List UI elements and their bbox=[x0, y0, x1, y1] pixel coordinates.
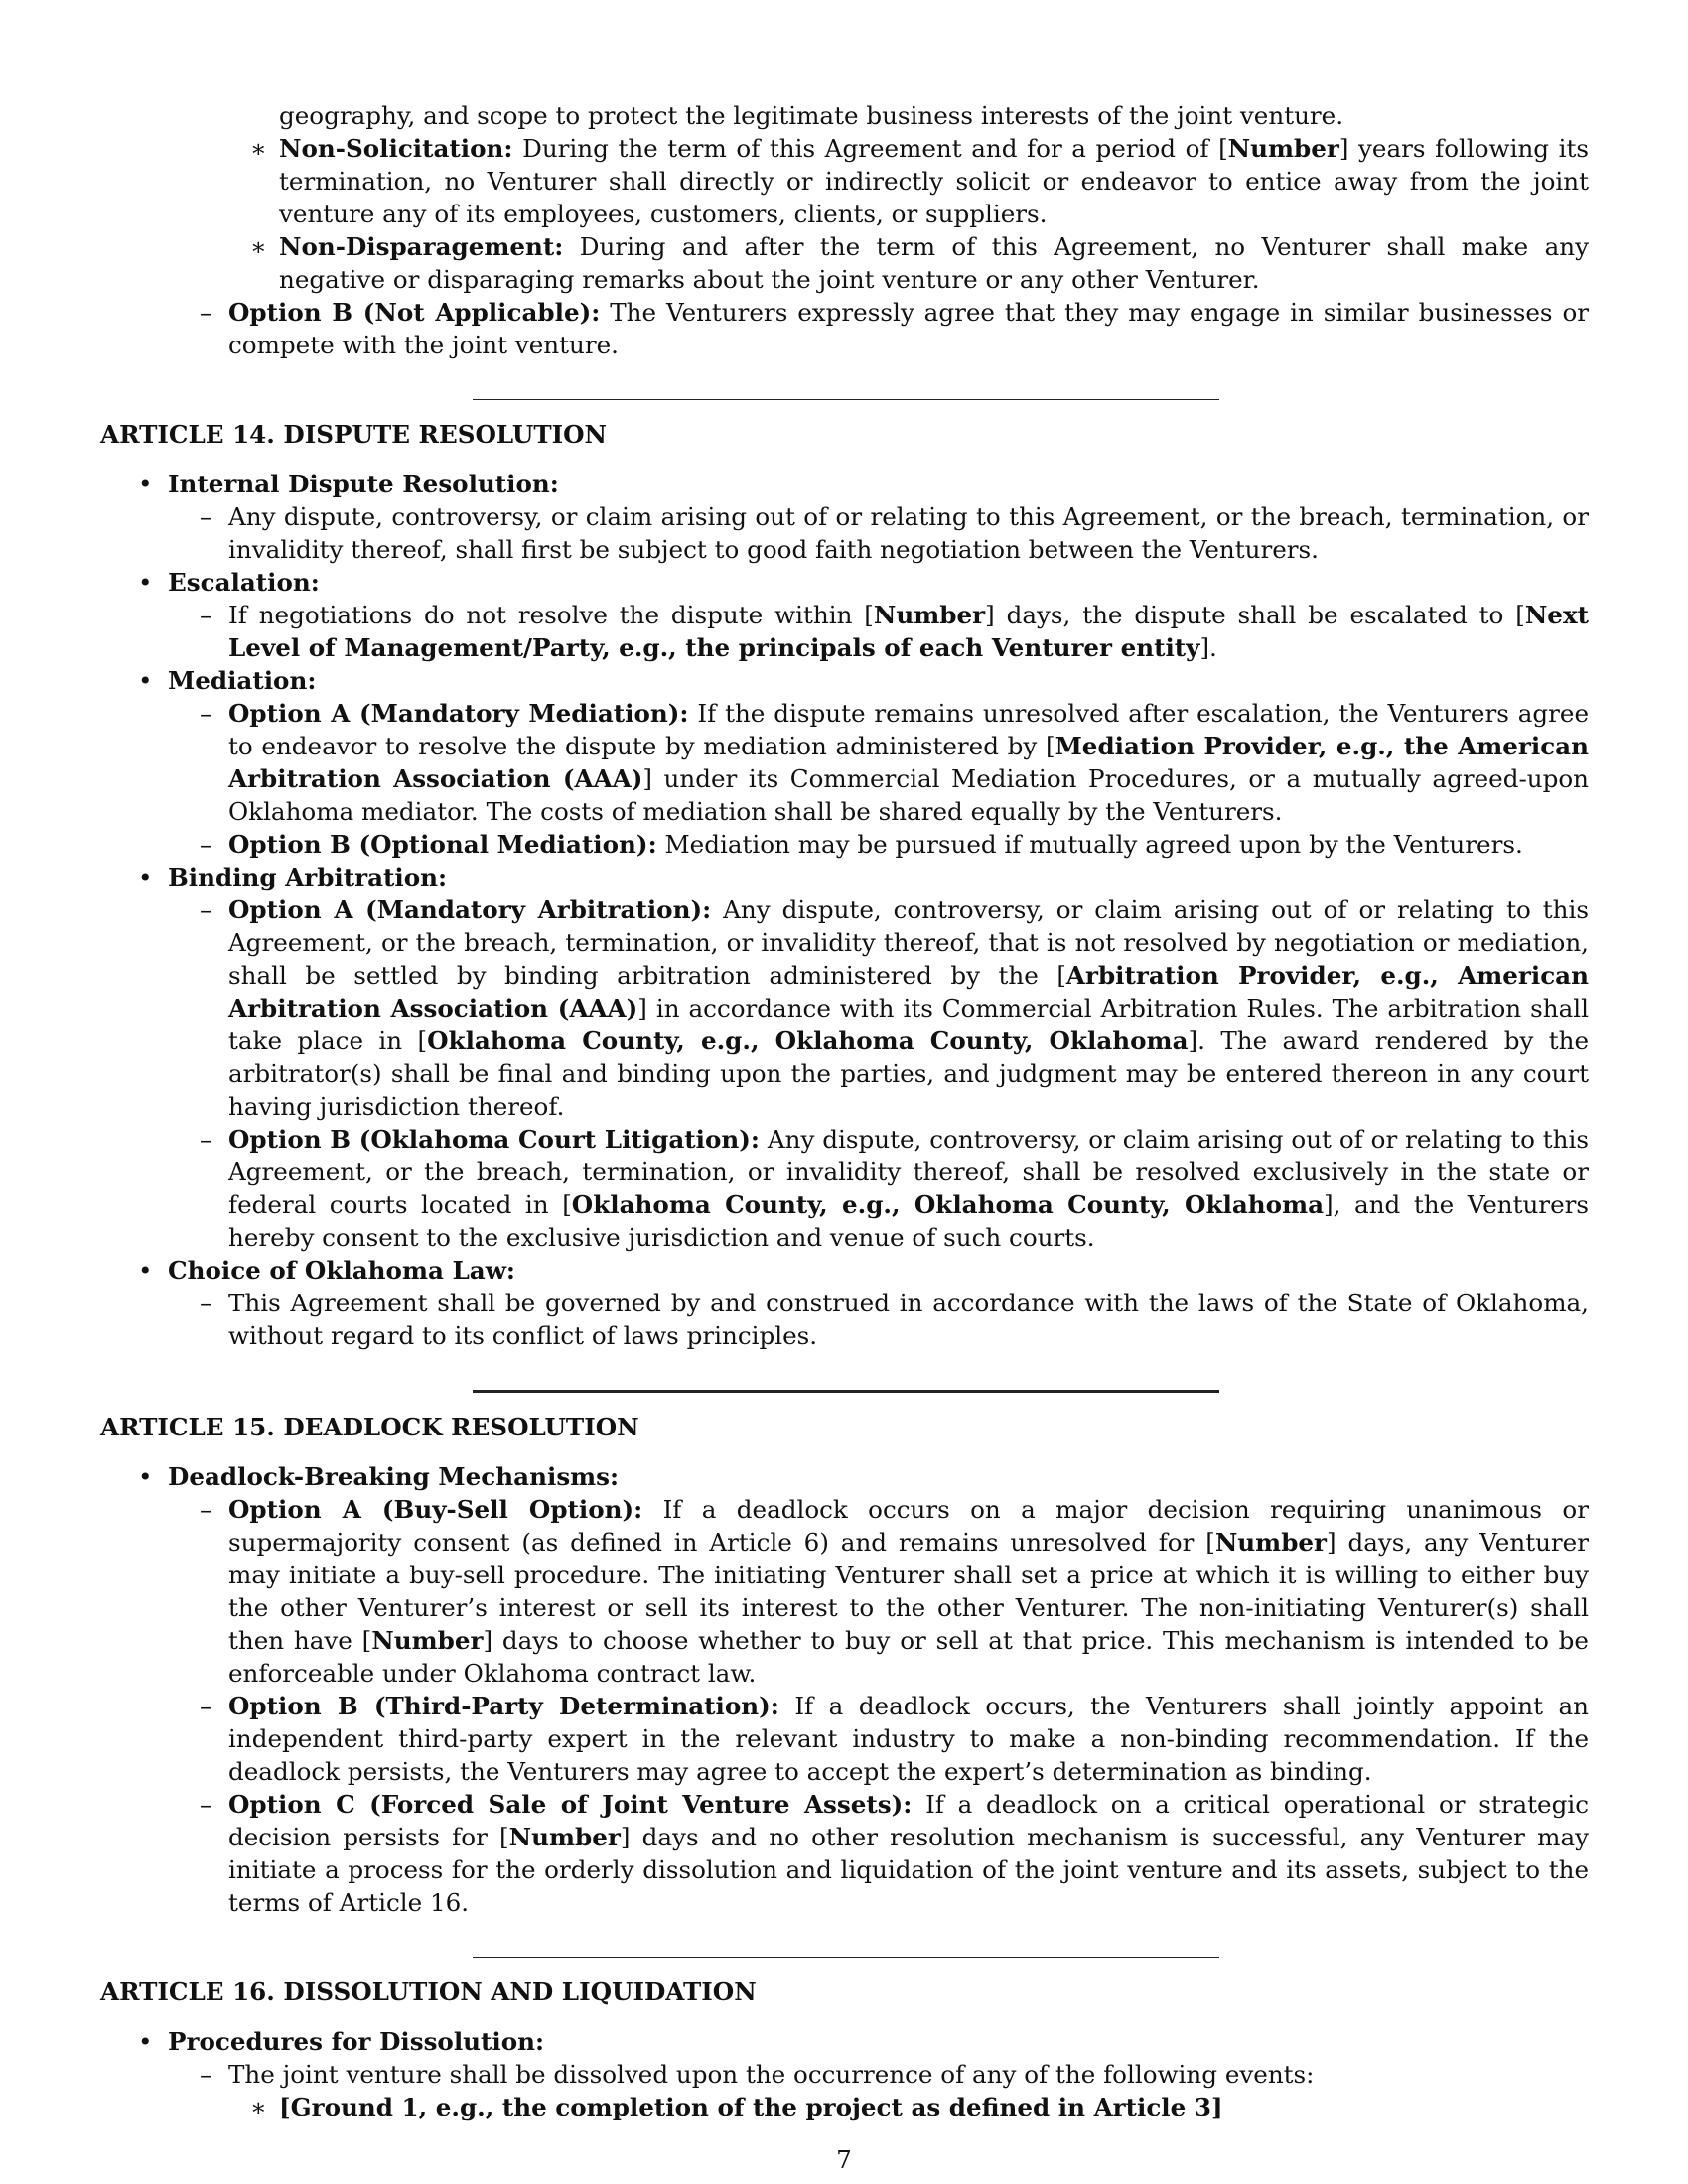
dash-bullet: – bbox=[200, 502, 212, 531]
asterisk-bullet: ∗ bbox=[250, 2093, 267, 2121]
bullet-choice-of-law: • Choice of Oklahoma Law: bbox=[138, 1256, 515, 1285]
list-item-mediation-option-a: – Option A (Mandatory Mediation): If the dispute remains unresolved after escalation, the Venturers agree to endeavor to resolve the dispute by mediation administered by [Mediation Provider, e.g., the American Arbitration Association (AAA)] under its Commercial Mediation Procedures, or a mutually agreed-upon Oklahoma mediator. The costs of mediation shall be shared equally by the Venturers. bbox=[200, 699, 1590, 826]
dash-bullet: – bbox=[200, 1495, 212, 1524]
list-item-dissolution-intro: – The joint venture shall be dissolved upon the occurrence of any of the following events: bbox=[200, 2060, 1315, 2089]
dot-bullet: • bbox=[138, 1256, 153, 1285]
dash-bullet: – bbox=[200, 2060, 212, 2089]
list-item-non-solicitation: ∗ Non-Solicitation: During the term of this Agreement and for a period of [Number] years following its termination, no Venturer shall directly or indirectly solicit or endeavor to entice away from the joint venture any of its employees, customers, clients, or suppliers. bbox=[250, 134, 1589, 228]
section-divider bbox=[473, 1957, 1219, 1958]
asterisk-bullet: ∗ bbox=[250, 232, 267, 261]
dot-bullet: • bbox=[138, 1462, 153, 1491]
list-item-non-disparagement: ∗ Non-Disparagement: During and after the term of this Agreement, no Venturer shall make any negative or disparaging remarks about the joint venture or any other Venturer. bbox=[250, 232, 1589, 294]
list-item-arbitration-option-a: – Option A (Mandatory Arbitration): Any dispute, controversy, or claim arising out of or relating to this Agreement, or the breach, termination, or invalidity thereof, that is not resolved by negotiation or mediation, shall be settled by binding arbitration administered by the [Arbitration Provider, e.g., American Arbitration Association (AAA)] in accordance with its Commercial Arbitration Rules. The arbitration shall take place in [Oklahoma County, e.g., Oklahoma County, Oklahoma]. The award rendered by the arbitrator(s) shall be final and binding upon the parties, and judgment may be entered thereon in any court having jurisdiction thereof. bbox=[200, 895, 1590, 1121]
bullet-mediation: • Mediation: bbox=[138, 666, 317, 695]
article-15-heading: ARTICLE 15. DEADLOCK RESOLUTION bbox=[100, 1413, 639, 1441]
asterisk-bullet: ∗ bbox=[250, 134, 267, 163]
dash-bullet: – bbox=[200, 1790, 212, 1819]
dot-bullet: • bbox=[138, 2027, 153, 2056]
article-16-heading: ARTICLE 16. DISSOLUTION AND LIQUIDATION bbox=[100, 1978, 757, 2006]
section-divider bbox=[473, 1390, 1219, 1393]
dash-bullet: – bbox=[200, 1692, 212, 1720]
document-page bbox=[100, 99, 1589, 2123]
article-14-heading: ARTICLE 14. DISPUTE RESOLUTION bbox=[100, 420, 608, 449]
page-number: 7 bbox=[836, 2145, 852, 2174]
dot-bullet: • bbox=[138, 666, 153, 695]
continuation-text: geography, and scope to protect the legitimate business interests of the joint venture. bbox=[279, 101, 1344, 130]
list-item-choice-of-law-text: – This Agreement shall be governed by and construed in accordance with the laws of the State of Oklahoma, without regard to its conflict of laws principles. bbox=[200, 1289, 1589, 1350]
list-item-arbitration-option-b: – Option B (Oklahoma Court Litigation): Any dispute, controversy, or claim arising out of or relating to this Agreement, or the breach, termination, or invalidity thereof, shall be resolved exclusively in the state or federal courts located in [Oklahoma County, e.g., Oklahoma County, Oklahoma], and the Venturers hereby consent to the exclusive jurisdiction and venue of such courts. bbox=[200, 1125, 1589, 1252]
bullet-escalation: • Escalation: bbox=[138, 568, 320, 597]
dash-bullet: – bbox=[200, 895, 212, 924]
bullet-binding-arbitration: • Binding Arbitration: bbox=[138, 863, 448, 891]
list-item-internal-text: – Any dispute, controversy, or claim arising out of or relating to this Agreement, or the breach, termination, or invalidity thereof, shall first be subject to good faith negotiation between the Venturers. bbox=[200, 502, 1589, 564]
dash-bullet: – bbox=[200, 830, 212, 859]
bullet-internal-dispute: • Internal Dispute Resolution: bbox=[138, 470, 559, 498]
dash-bullet: – bbox=[200, 699, 212, 728]
list-item-deadlock-option-c: – Option C (Forced Sale of Joint Venture Assets): If a deadlock on a critical operational or strategic decision persists for [Number] days and no other resolution mechanism is successful, any Venturer may initiate a process for the orderly dissolution and liquidation of the joint venture and its assets, subject to the terms of Article 16. bbox=[200, 1790, 1589, 1917]
dot-bullet: • bbox=[138, 470, 153, 498]
list-item-mediation-option-b: – Option B (Optional Mediation): Mediation may be pursued if mutually agreed upon by the Venturers. bbox=[200, 830, 1523, 859]
list-item-ground-1: ∗ [Ground 1, e.g., the completion of the project as defined in Article 3] bbox=[250, 2093, 1223, 2121]
dash-bullet: – bbox=[200, 298, 212, 327]
bullet-deadlock-mechanisms: • Deadlock-Breaking Mechanisms: bbox=[138, 1462, 620, 1491]
bullet-procedures-for-dissolution: • Procedures for Dissolution: bbox=[138, 2027, 545, 2056]
dash-bullet: – bbox=[200, 1289, 212, 1317]
dot-bullet: • bbox=[138, 568, 153, 597]
dash-bullet: – bbox=[200, 601, 212, 629]
dot-bullet: • bbox=[138, 863, 153, 891]
list-item-option-b-not-applicable: – Option B (Not Applicable): The Venturers expressly agree that they may engage in similar businesses or compete with the joint venture. bbox=[200, 298, 1590, 359]
list-item-deadlock-option-a: – Option A (Buy-Sell Option): If a deadlock occurs on a major decision requiring unanimous or supermajority consent (as defined in Article 6) and remains unresolved for [Number] days, any Venturer may initiate a buy-sell procedure. The initiating Venturer shall set a price at which it is willing to either buy the other Venturer’s interest or sell its interest to the other Venturer. The non-initiating Venturer(s) shall then have [Number] days to choose whether to buy or sell at that price. This mechanism is intended to be enforceable under Oklahoma contract law. bbox=[200, 1495, 1589, 1688]
list-item-escalation-text: – If negotiations do not resolve the dispute within [Number] days, the dispute shall be escalated to [Next Level of Management/Party, e.g., the principals of each Venturer entity]. bbox=[200, 601, 1589, 662]
section-divider bbox=[473, 399, 1219, 400]
dash-bullet: – bbox=[200, 1125, 212, 1154]
list-item-deadlock-option-b: – Option B (Third-Party Determination): If a deadlock occurs, the Venturers shall jointly appoint an independent third-party expert in the relevant industry to make a non-binding recommendation. If the deadlock persists, the Venturers may agree to accept the expert’s determination as binding. bbox=[200, 1692, 1589, 1786]
